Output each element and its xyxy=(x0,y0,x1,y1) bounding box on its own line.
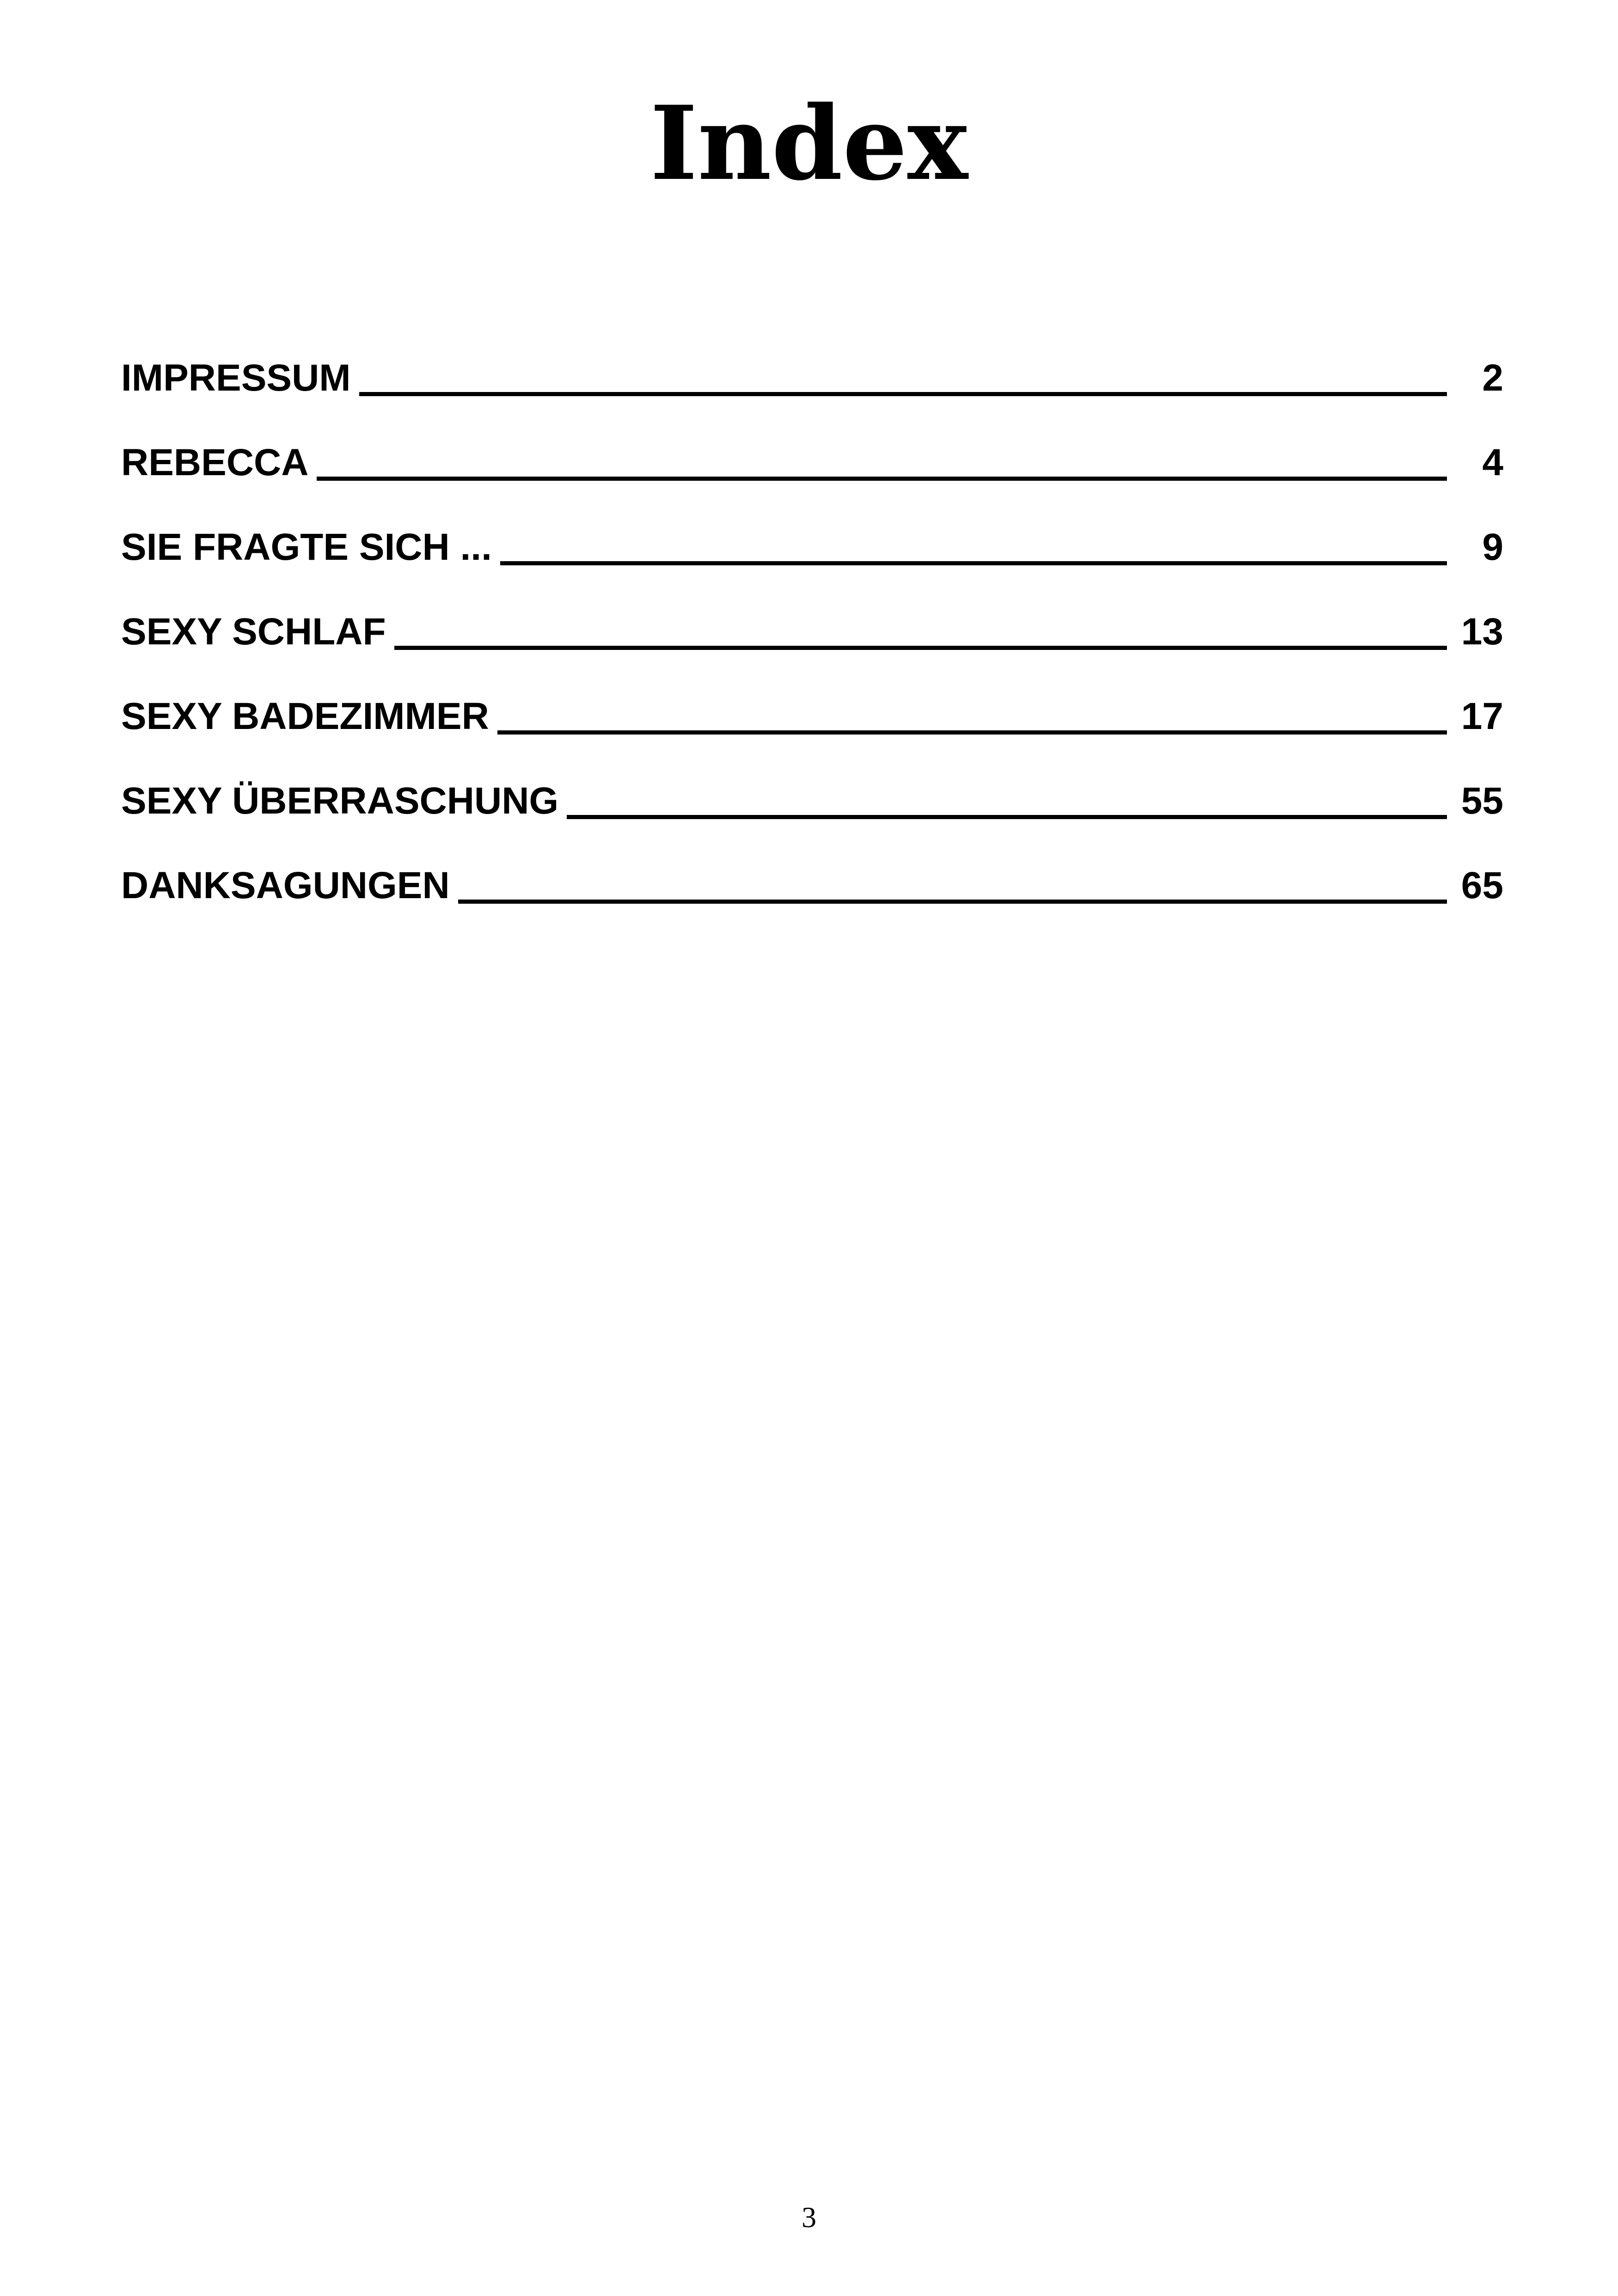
toc-entry-label: SEXY BADEZIMMER xyxy=(121,695,489,737)
toc-entry-label: IMPRESSUM xyxy=(121,357,351,399)
toc-entry-page-number: 9 xyxy=(1482,526,1503,568)
toc-entry-sexy-ueberraschung xyxy=(121,742,1503,827)
toc-entry-page-number: 4 xyxy=(1482,441,1503,484)
toc-leader-line xyxy=(394,646,1447,650)
page-number-footer: 3 xyxy=(802,2201,816,2234)
toc-entry-danksagungen xyxy=(121,827,1503,911)
toc-entry-rebecca xyxy=(121,404,1503,488)
toc-entry-sexy-schlaf xyxy=(121,573,1503,657)
toc-leader-line xyxy=(359,392,1447,396)
toc-entry-label: SEXY ÜBERRASCHUNG xyxy=(121,780,559,822)
table-of-contents xyxy=(121,319,1503,911)
page-title: Index xyxy=(650,83,968,203)
toc-entry-sie-fragte-sich xyxy=(121,488,1503,573)
toc-entry-label: SEXY SCHLAF xyxy=(121,611,386,653)
toc-entry-page-number: 13 xyxy=(1461,611,1503,653)
toc-entry-page-number: 17 xyxy=(1461,695,1503,737)
toc-entry-label: REBECCA xyxy=(121,441,309,484)
toc-leader-line xyxy=(317,477,1447,481)
toc-leader-line xyxy=(458,900,1447,904)
toc-entry-impressum xyxy=(121,319,1503,404)
toc-leader-line xyxy=(567,815,1447,819)
toc-entry-page-number: 2 xyxy=(1482,357,1503,399)
toc-leader-line xyxy=(497,730,1447,735)
toc-leader-line xyxy=(500,561,1447,565)
toc-entry-sexy-badezimmer xyxy=(121,657,1503,742)
toc-entry-page-number: 55 xyxy=(1461,780,1503,822)
toc-entry-page-number: 65 xyxy=(1461,864,1503,906)
toc-entry-label: DANKSAGUNGEN xyxy=(121,864,450,906)
toc-entry-label: SIE FRAGTE SICH ... xyxy=(121,526,492,568)
